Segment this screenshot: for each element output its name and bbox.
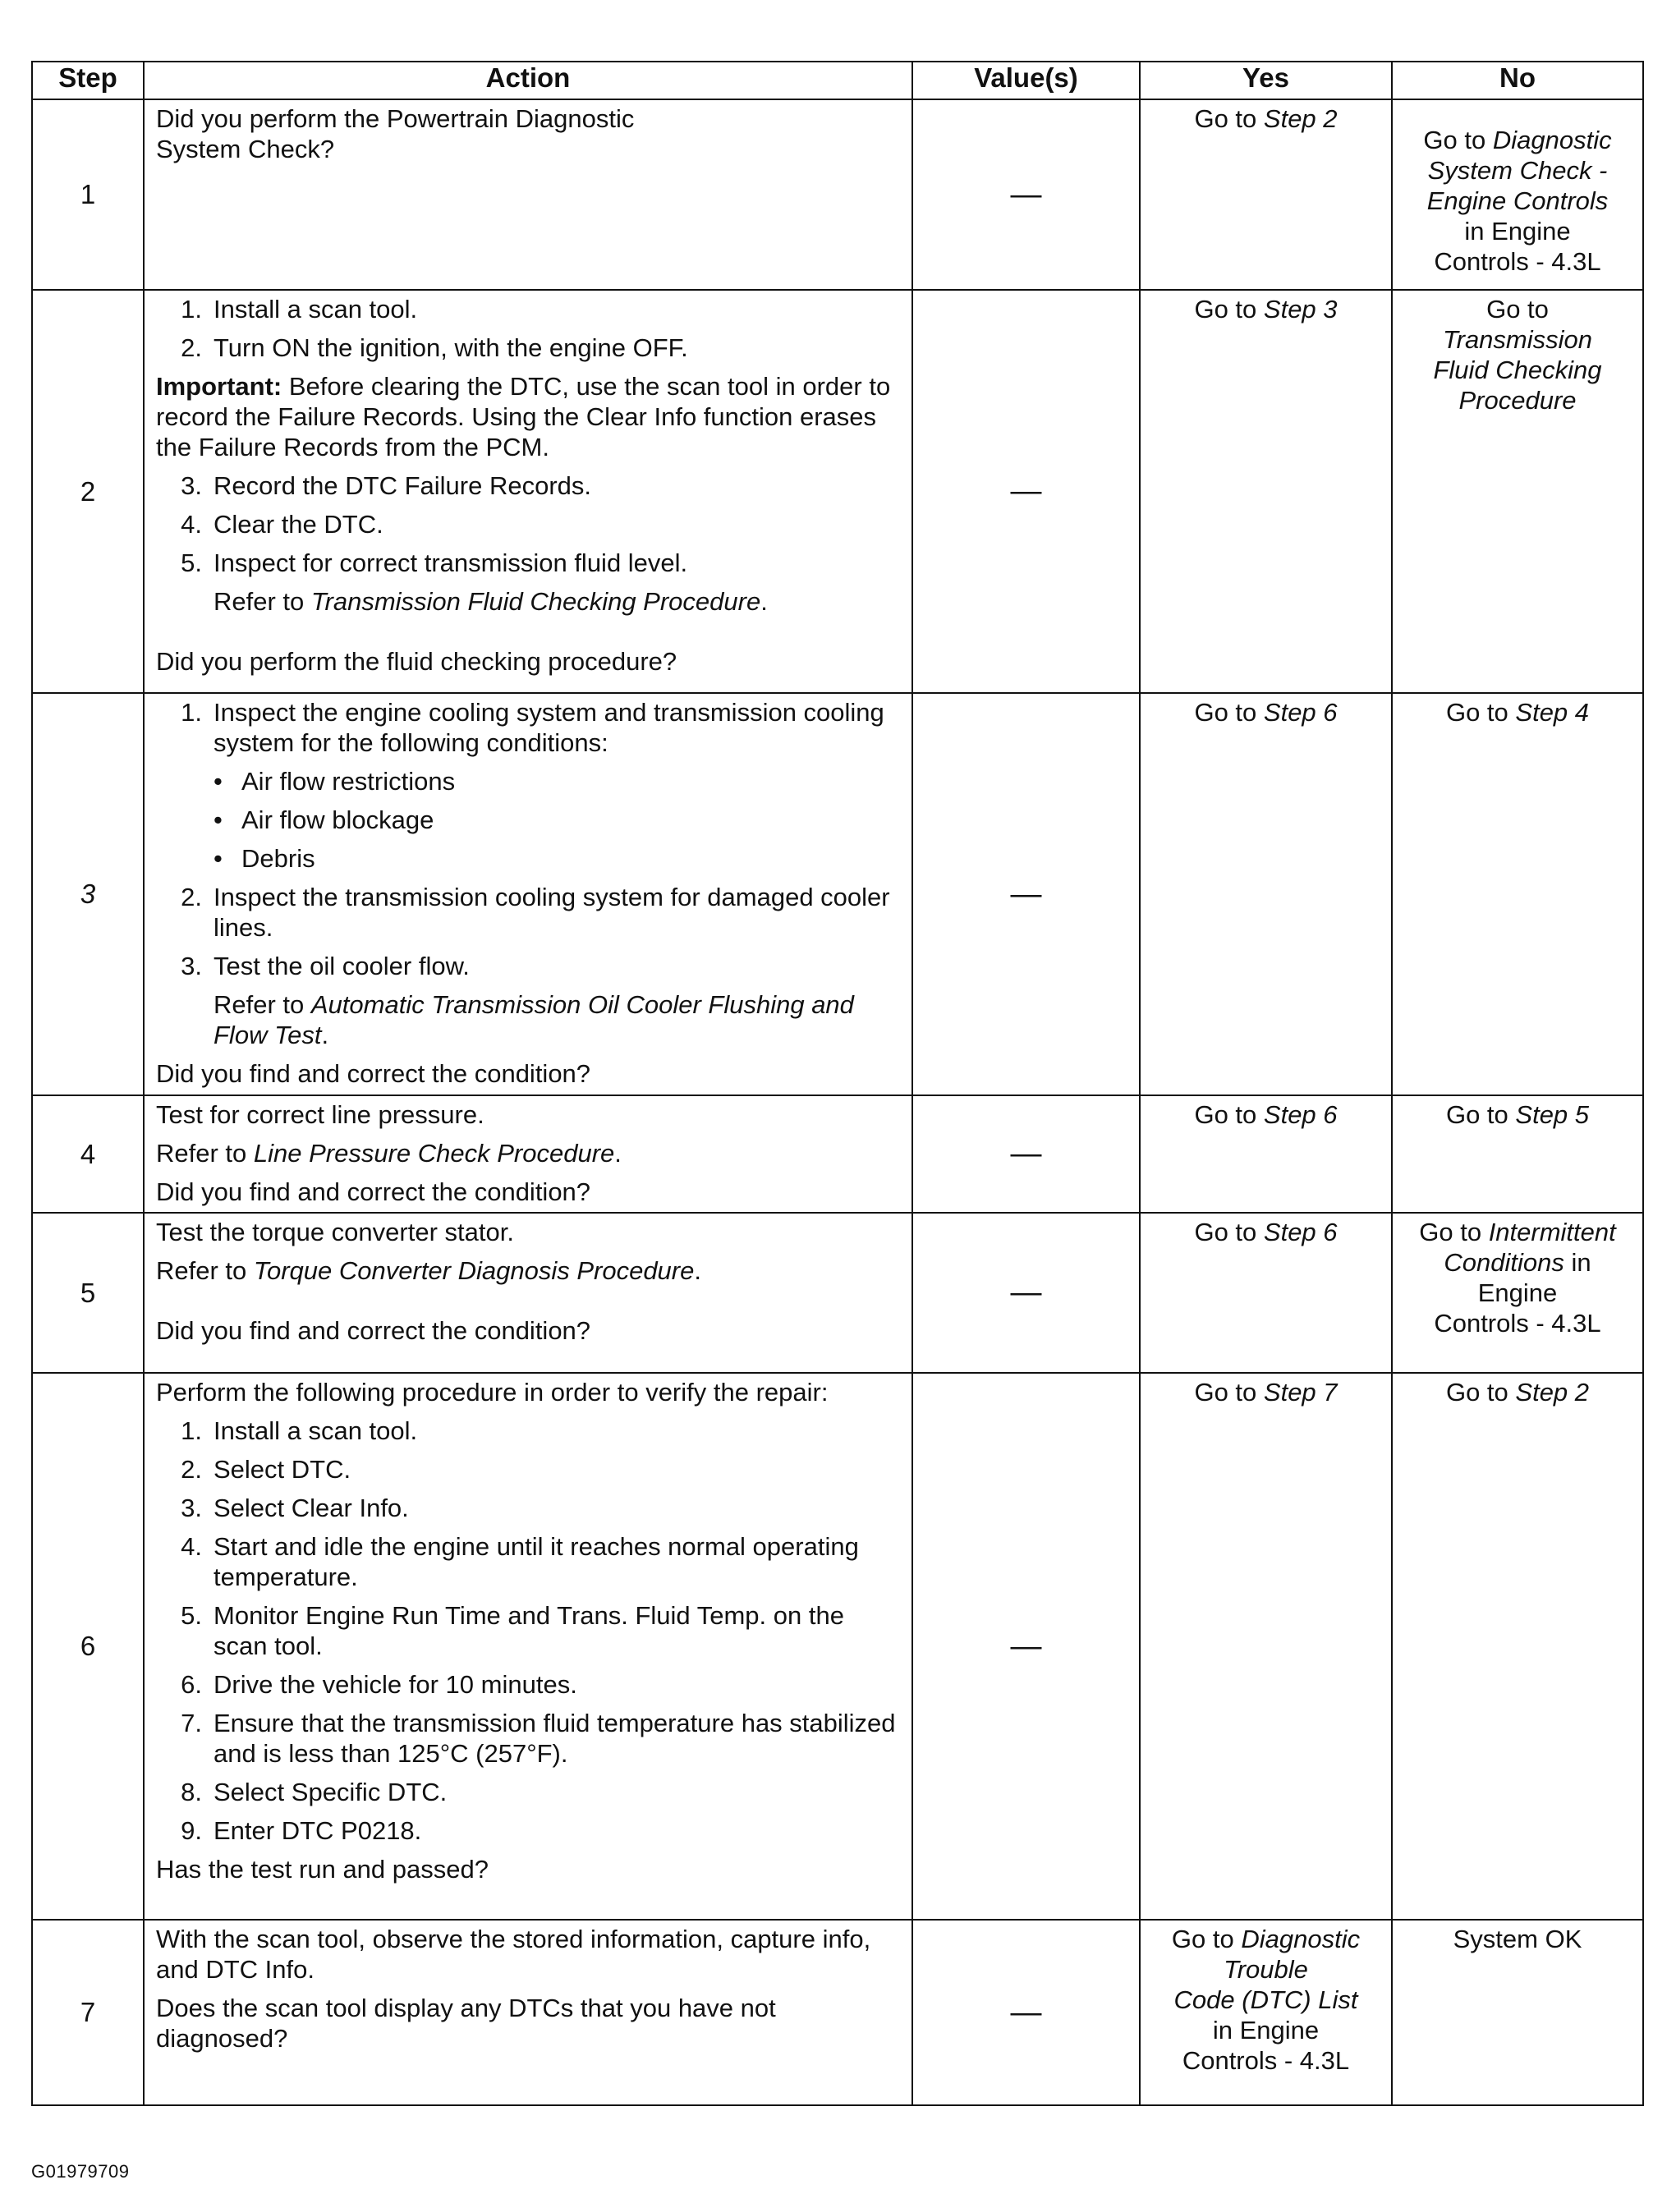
- procedure-link[interactable]: Code (DTC) List: [1173, 1985, 1358, 2014]
- question-text: Did you perform the Powertrain Diagnostic: [156, 104, 635, 133]
- location-text: Controls - 4.3L: [1434, 1309, 1601, 1338]
- list-item: 6. Drive the vehicle for 10 minutes.: [181, 1670, 577, 1699]
- location-text: Controls - 4.3L: [1434, 247, 1601, 276]
- step-link[interactable]: Step 6: [1263, 1100, 1338, 1129]
- procedure-link[interactable]: Diagnostic: [1492, 126, 1612, 154]
- goto-text: Go to: [1445, 1100, 1516, 1129]
- step-number: 3: [32, 693, 144, 1095]
- procedure-link[interactable]: Transmission Fluid Checking Procedure: [310, 587, 761, 616]
- table-row: [32, 290, 1643, 693]
- goto-text: Go to: [1445, 1378, 1516, 1407]
- procedure-link[interactable]: Trouble: [1224, 1955, 1308, 1984]
- list-item: 1. Install a scan tool.: [181, 1416, 418, 1445]
- goto-text: Go to: [1194, 1378, 1264, 1407]
- refer-text: Refer to Torque Converter Diagnosis Procedure.: [156, 1256, 701, 1285]
- header-yes: Yes: [1140, 62, 1392, 99]
- question-text: Has the test run and passed?: [156, 1855, 489, 1884]
- important-text: Before clearing the DTC, use the scan tool in order to record the Failure Records. Using the Clear Info function erases the Failure Records from the PCM.: [156, 372, 891, 461]
- procedure-link[interactable]: Diagnostic: [1241, 1925, 1361, 1953]
- goto-text: Go to: [1194, 1218, 1264, 1246]
- no-cell: [1392, 99, 1643, 290]
- list-item: 7. Ensure that the transmission fluid temperature has stabilized and is less than 125°C (257°F).: [181, 1709, 896, 1768]
- goto-text: Go to: [1194, 1100, 1264, 1129]
- procedure-link[interactable]: Conditions: [1444, 1248, 1564, 1277]
- yes-cell: [1140, 290, 1392, 693]
- important-note: [156, 371, 903, 462]
- step-number: 5: [32, 1213, 144, 1373]
- step-number: 1: [32, 99, 144, 290]
- location-text: in Engine: [1464, 217, 1571, 246]
- question-text: System Check?: [156, 135, 335, 163]
- procedure-link[interactable]: Transmission: [1442, 325, 1593, 354]
- no-cell: [1392, 1373, 1643, 1920]
- step-number: 4: [32, 1095, 144, 1213]
- important-label: Important:: [156, 372, 282, 401]
- no-cell: [1392, 1095, 1643, 1213]
- step-link[interactable]: Step 2: [1263, 104, 1338, 133]
- step-link[interactable]: Step 4: [1515, 698, 1590, 727]
- list-item: 1. Install a scan tool.: [181, 295, 418, 324]
- list-item: 4. Start and idle the engine until it reaches normal operating temperature.: [181, 1532, 859, 1591]
- goto-text: Go to: [1419, 1218, 1489, 1246]
- value-cell: —: [912, 693, 1140, 1095]
- yes-cell: [1140, 1213, 1392, 1373]
- goto-text: Go to: [1423, 126, 1493, 154]
- no-cell: [1392, 290, 1643, 693]
- table-row: [32, 99, 1643, 290]
- action-text: Test for correct line pressure.: [156, 1100, 484, 1129]
- action-cell: [144, 1213, 912, 1373]
- location-text: in Engine: [1212, 2016, 1320, 2044]
- question-text: Did you find and correct the condition?: [156, 1059, 591, 1088]
- goto-text: Go to: [1445, 698, 1516, 727]
- header-no: No: [1392, 62, 1643, 99]
- diagnostic-table: [31, 61, 1644, 2106]
- goto-text: Go to: [1194, 295, 1264, 324]
- header-action: Action: [144, 62, 912, 99]
- no-cell: [1392, 1213, 1643, 1373]
- procedure-link[interactable]: Line Pressure Check Procedure: [253, 1139, 615, 1168]
- result-text: System OK: [1453, 1925, 1582, 1953]
- bullet-item: • Debris: [214, 844, 315, 873]
- table-row: [32, 693, 1643, 1095]
- header-row: [32, 62, 1643, 99]
- procedure-link[interactable]: Fluid Checking: [1433, 356, 1602, 384]
- step-link[interactable]: Step 6: [1263, 1218, 1338, 1246]
- question-text: Does the scan tool display any DTCs that you have not diagnosed?: [156, 1994, 776, 2053]
- action-text: Test the torque converter stator.: [156, 1218, 514, 1246]
- yes-cell: [1140, 693, 1392, 1095]
- table-row: [32, 1920, 1643, 2105]
- question-text: Did you find and correct the condition?: [156, 1177, 591, 1206]
- value-cell: —: [912, 1920, 1140, 2105]
- list-item: 2. Turn ON the ignition, with the engine OFF.: [181, 333, 688, 362]
- procedure-link[interactable]: Engine Controls: [1426, 186, 1609, 215]
- value-cell: —: [912, 1373, 1140, 1920]
- procedure-link[interactable]: Torque Converter Diagnosis Procedure: [253, 1256, 695, 1285]
- bullet-item: • Air flow blockage: [214, 805, 434, 834]
- goto-text: Go to: [1194, 698, 1264, 727]
- value-cell: —: [912, 1095, 1140, 1213]
- procedure-link[interactable]: System Check -: [1427, 156, 1608, 185]
- yes-cell: [1140, 1920, 1392, 2105]
- action-text: Perform the following procedure in order to verify the repair:: [156, 1378, 829, 1407]
- location-text: Engine: [1477, 1278, 1558, 1307]
- list-item: 3. Record the DTC Failure Records.: [181, 471, 591, 500]
- step-link[interactable]: Step 7: [1263, 1378, 1338, 1407]
- action-cell: [144, 693, 912, 1095]
- value-cell: —: [912, 99, 1140, 290]
- list-item: 5. Monitor Engine Run Time and Trans. Fluid Temp. on the scan tool.: [181, 1601, 844, 1660]
- no-cell: [1392, 1920, 1643, 2105]
- step-number: 6: [32, 1373, 144, 1920]
- list-item: 1. Inspect the engine cooling system and transmission cooling system for the following conditions:: [181, 698, 884, 757]
- step-link[interactable]: Step 6: [1263, 698, 1338, 727]
- refer-text: Refer to Transmission Fluid Checking Procedure.: [214, 587, 768, 616]
- list-item: 8. Select Specific DTC.: [181, 1778, 448, 1806]
- step-number: 2: [32, 290, 144, 693]
- list-item: 2. Inspect the transmission cooling system for damaged cooler lines.: [181, 883, 890, 942]
- question-text: Did you perform the fluid checking procedure?: [156, 647, 677, 676]
- value-cell: —: [912, 1213, 1140, 1373]
- procedure-link[interactable]: Automatic Transmission Oil Cooler Flushing and Flow Test: [214, 990, 854, 1049]
- list-item: 9. Enter DTC P0218.: [181, 1816, 422, 1845]
- step-link[interactable]: Step 2: [1515, 1378, 1590, 1407]
- table-row: [32, 1373, 1643, 1920]
- list-item: 3. Test the oil cooler flow.: [181, 952, 470, 980]
- action-text: With the scan tool, observe the stored information, capture info, and DTC Info.: [156, 1925, 871, 1984]
- refer-text: Refer to Automatic Transmission Oil Cooler Flushing and Flow Test.: [214, 990, 854, 1049]
- goto-text: Go to: [1486, 295, 1549, 324]
- goto-text: Go to: [1171, 1925, 1242, 1953]
- yes-cell: [1140, 99, 1392, 290]
- table-row: [32, 1213, 1643, 1373]
- action-cell: [144, 290, 912, 693]
- table-row: [32, 1095, 1643, 1213]
- no-cell: [1392, 693, 1643, 1095]
- step-link[interactable]: Step 3: [1263, 295, 1338, 324]
- value-cell: —: [912, 290, 1140, 693]
- header-step: Step: [32, 62, 144, 99]
- action-cell: [144, 1920, 912, 2105]
- header-values: Value(s): [912, 62, 1140, 99]
- procedure-link[interactable]: Intermittent: [1488, 1218, 1616, 1246]
- location-text: in: [1564, 1248, 1591, 1277]
- goto-text: Go to: [1194, 104, 1264, 133]
- yes-cell: [1140, 1095, 1392, 1213]
- list-item: 4. Clear the DTC.: [181, 510, 383, 539]
- action-cell: [144, 1095, 912, 1213]
- bullet-item: • Air flow restrictions: [214, 767, 456, 796]
- step-number: 7: [32, 1920, 144, 2105]
- location-text: Controls - 4.3L: [1182, 2046, 1350, 2075]
- action-cell: [144, 99, 912, 290]
- diagnostic-document: [31, 61, 1642, 2106]
- question-text: Did you find and correct the condition?: [156, 1316, 591, 1345]
- action-cell: [144, 1373, 912, 1920]
- step-link[interactable]: Step 5: [1515, 1100, 1590, 1129]
- figure-id: G01979709: [31, 2161, 130, 2182]
- procedure-link[interactable]: Procedure: [1458, 386, 1577, 415]
- list-item: 5. Inspect for correct transmission fluid level.: [181, 548, 688, 577]
- yes-cell: [1140, 1373, 1392, 1920]
- list-item: 2. Select DTC.: [181, 1455, 351, 1484]
- refer-text: Refer to Line Pressure Check Procedure.: [156, 1139, 622, 1168]
- list-item: 3. Select Clear Info.: [181, 1494, 409, 1522]
